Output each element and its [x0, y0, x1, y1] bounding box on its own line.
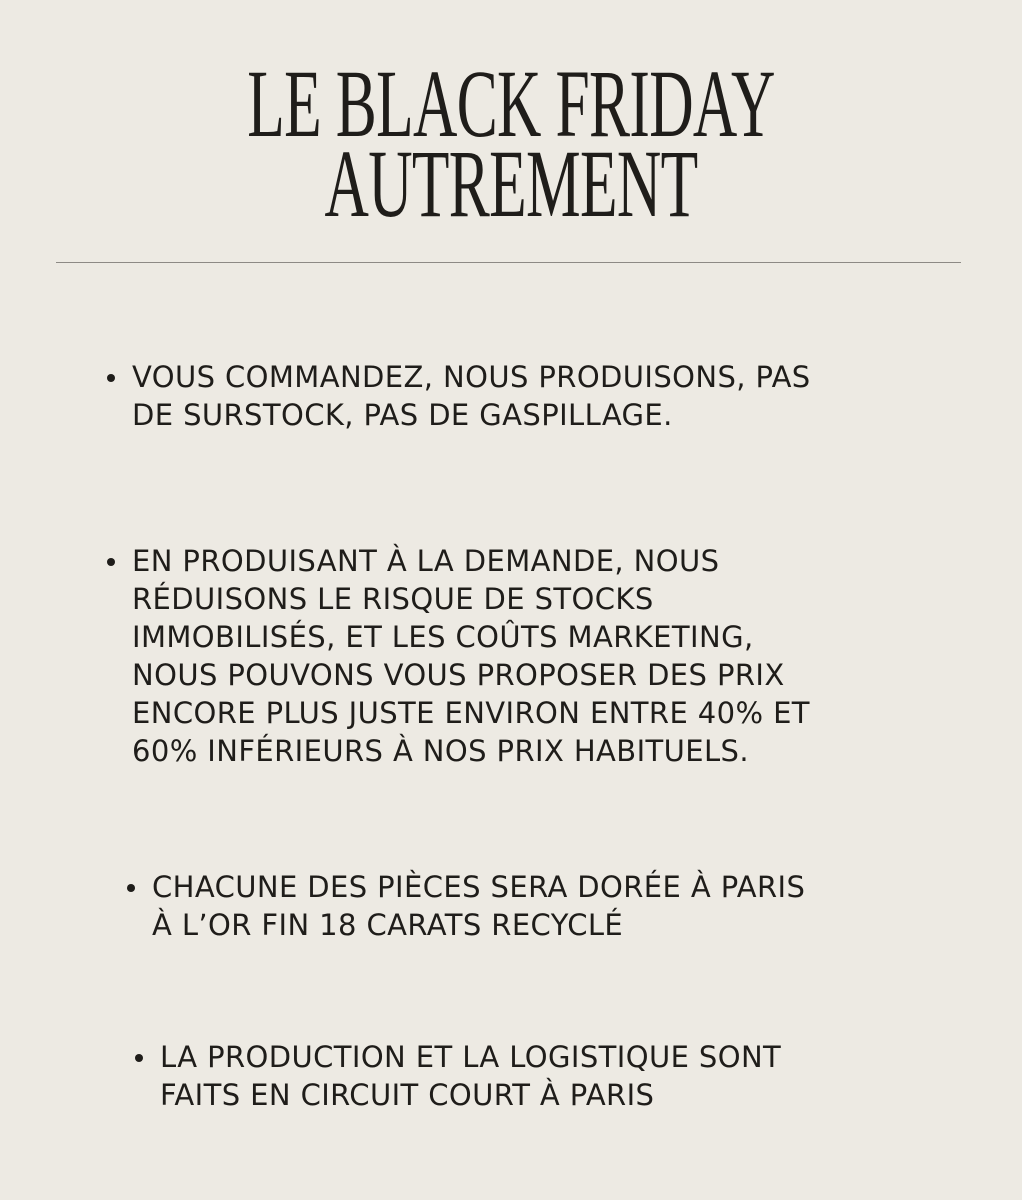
- bullet-item-2: [132, 542, 810, 770]
- bullet-text: LA PRODUCTION ET LA LOGISTIQUE SONT FAITS EN CIRCUIT COURT À PARIS: [160, 1040, 782, 1112]
- bullet-text: CHACUNE DES PIÈCES SERA DORÉE À PARIS À L’OR FIN 18 CARATS RECYCLÉ: [152, 870, 806, 942]
- bullet-dot-icon: [107, 374, 115, 382]
- title-line-1: LE BLACK FRIDAY: [247, 50, 775, 157]
- bullet-item-3: [152, 868, 805, 944]
- bullet-item-4: [160, 1038, 781, 1114]
- title-line-2: AUTREMENT: [324, 130, 698, 237]
- divider: [56, 262, 961, 263]
- page-title: [0, 50, 1022, 237]
- bullet-item-1: [132, 358, 811, 434]
- bullet-dot-icon: [107, 558, 115, 566]
- bullet-text: VOUS COMMANDEZ, NOUS PRODUISONS, PAS DE SURSTOCK, PAS DE GASPILLAGE.: [132, 360, 811, 432]
- bullet-dot-icon: [135, 1054, 143, 1062]
- bullet-text: EN PRODUISANT À LA DEMANDE, NOUS RÉDUISONS LE RISQUE DE STOCKS IMMOBILISÉS, ET LES COÛTS MARKETING, NOUS POUVONS VOUS PROPOSER DES PRIX ENCORE PLUS JUSTE ENVIRON ENTRE 40% ET 60% INFÉRIEURS À NOS PRIX HABITUELS.: [132, 544, 810, 768]
- bullet-dot-icon: [127, 884, 135, 892]
